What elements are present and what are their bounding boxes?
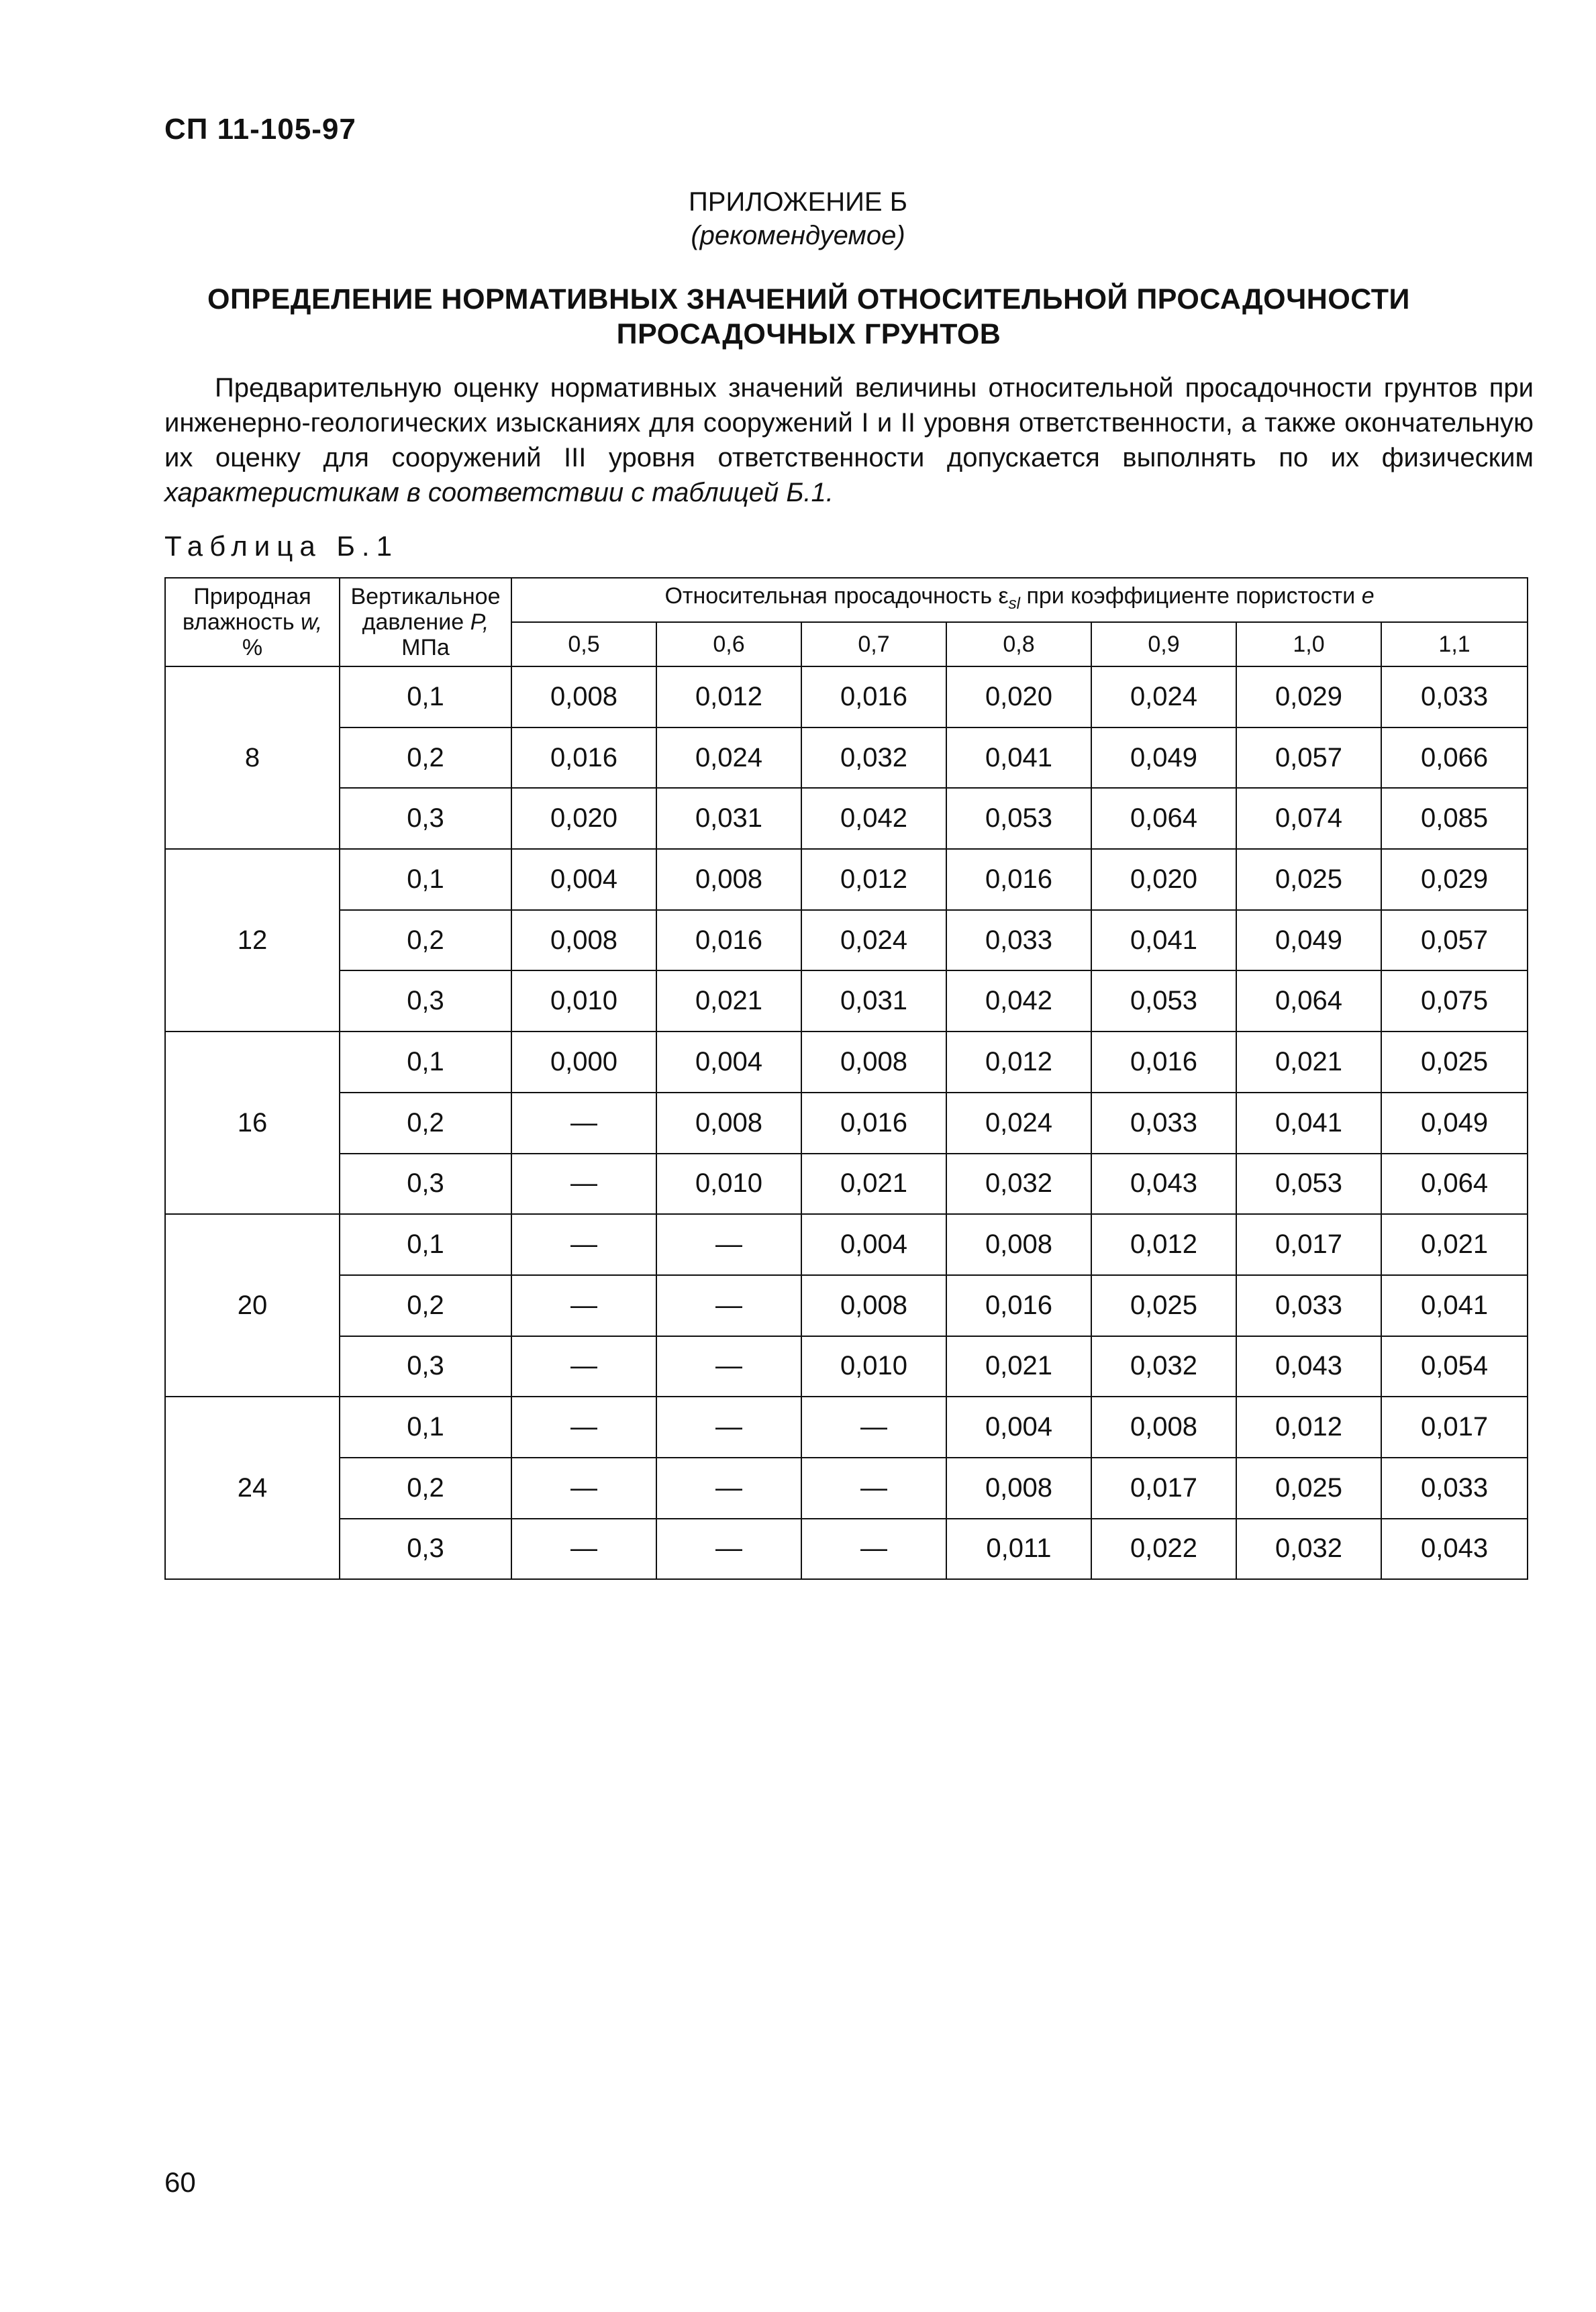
pressure-cell: 0,1 (340, 1214, 511, 1275)
header-collapsibility (511, 578, 1528, 622)
table-row (165, 970, 1528, 1032)
value-cell: 0,064 (1091, 788, 1236, 849)
porosity-header: 0,7 (801, 622, 946, 666)
value-cell: 0,049 (1236, 910, 1381, 971)
page-title (201, 282, 1416, 352)
value-cell: 0,016 (946, 849, 1091, 910)
intro-paragraph (164, 370, 1534, 510)
value-cell: 0,053 (1091, 970, 1236, 1032)
value-cell: 0,031 (801, 970, 946, 1032)
header-moisture (165, 578, 340, 666)
header-moisture-line1: Природная (193, 584, 311, 609)
value-cell: 0,016 (801, 1093, 946, 1154)
pressure-cell: 0,1 (340, 666, 511, 727)
value-cell: — (656, 1275, 801, 1336)
value-cell: 0,004 (801, 1214, 946, 1275)
value-cell: 0,032 (1236, 1519, 1381, 1580)
value-cell: — (656, 1336, 801, 1397)
value-cell: 0,033 (946, 910, 1091, 971)
value-cell: 0,064 (1236, 970, 1381, 1032)
pressure-cell: 0,2 (340, 727, 511, 789)
value-cell: 0,024 (801, 910, 946, 971)
value-cell: 0,021 (1236, 1032, 1381, 1093)
table-row (165, 910, 1528, 971)
value-cell: 0,008 (946, 1214, 1091, 1275)
moisture-cell: 24 (165, 1397, 340, 1579)
table-body (165, 666, 1528, 1579)
header-pressure-unit: МПа (401, 635, 450, 660)
collapsibility-table (164, 577, 1528, 1580)
pressure-cell: 0,1 (340, 1032, 511, 1093)
value-cell: 0,025 (1381, 1032, 1528, 1093)
value-cell: 0,008 (511, 666, 656, 727)
value-cell: 0,008 (1091, 1397, 1236, 1458)
porosity-header: 1,0 (1236, 622, 1381, 666)
title-line-1: ОПРЕДЕЛЕНИЕ НОРМАТИВНЫХ ЗНАЧЕНИЙ ОТНОСИТЕЛЬНОЙ ПРОСАДОЧНОСТИ (207, 283, 1410, 315)
value-cell: 0,024 (656, 727, 801, 789)
value-cell: 0,032 (1091, 1336, 1236, 1397)
table-row (165, 1397, 1528, 1458)
porosity-header: 0,9 (1091, 622, 1236, 666)
value-cell: 0,010 (656, 1154, 801, 1215)
value-cell: 0,025 (1091, 1275, 1236, 1336)
value-cell: 0,042 (801, 788, 946, 849)
porosity-header: 0,6 (656, 622, 801, 666)
porosity-header: 0,5 (511, 622, 656, 666)
value-cell: 0,033 (1236, 1275, 1381, 1336)
value-cell: 0,022 (1091, 1519, 1236, 1580)
value-cell: 0,043 (1091, 1154, 1236, 1215)
value-cell: 0,017 (1091, 1458, 1236, 1519)
table-row (165, 727, 1528, 789)
value-cell: 0,004 (656, 1032, 801, 1093)
value-cell: 0,016 (656, 910, 801, 971)
value-cell: — (801, 1458, 946, 1519)
appendix-heading (0, 185, 1596, 252)
pressure-cell: 0,3 (340, 970, 511, 1032)
value-cell: 0,008 (656, 849, 801, 910)
value-cell: — (511, 1519, 656, 1580)
header-moisture-var: w, (301, 609, 323, 635)
value-cell: 0,085 (1381, 788, 1528, 849)
value-cell: 0,041 (1236, 1093, 1381, 1154)
header-collapsibility-var: e (1361, 583, 1375, 609)
value-cell: 0,032 (946, 1154, 1091, 1215)
porosity-header: 0,8 (946, 622, 1091, 666)
pressure-cell: 0,2 (340, 910, 511, 971)
table-row (165, 1458, 1528, 1519)
table-row (165, 666, 1528, 727)
value-cell: 0,012 (1236, 1397, 1381, 1458)
value-cell: — (656, 1519, 801, 1580)
value-cell: 0,024 (946, 1093, 1091, 1154)
table-caption: Таблица Б.1 (164, 530, 399, 562)
value-cell: 0,033 (1381, 1458, 1528, 1519)
value-cell: 0,012 (656, 666, 801, 727)
value-cell: 0,029 (1381, 849, 1528, 910)
value-cell: 0,010 (801, 1336, 946, 1397)
value-cell: 0,016 (1091, 1032, 1236, 1093)
value-cell: 0,031 (656, 788, 801, 849)
value-cell: 0,017 (1236, 1214, 1381, 1275)
value-cell: 0,016 (511, 727, 656, 789)
value-cell: 0,011 (946, 1519, 1091, 1580)
value-cell: 0,032 (801, 727, 946, 789)
value-cell: 0,043 (1381, 1519, 1528, 1580)
value-cell: 0,020 (1091, 849, 1236, 910)
intro-italic-tail: характеристикам в соответствии с таблицей Б.1. (164, 478, 834, 507)
pressure-cell: 0,2 (340, 1458, 511, 1519)
value-cell: 0,004 (946, 1397, 1091, 1458)
value-cell: 0,025 (1236, 849, 1381, 910)
value-cell: 0,010 (511, 970, 656, 1032)
value-cell: 0,029 (1236, 666, 1381, 727)
value-cell: 0,053 (1236, 1154, 1381, 1215)
value-cell: — (511, 1336, 656, 1397)
pressure-cell: 0,3 (340, 788, 511, 849)
moisture-cell: 8 (165, 666, 340, 849)
value-cell: — (511, 1093, 656, 1154)
value-cell: 0,054 (1381, 1336, 1528, 1397)
header-pressure-var: P, (470, 609, 489, 635)
header-collapsibility-sub: sl (1008, 594, 1020, 613)
value-cell: 0,012 (946, 1032, 1091, 1093)
appendix-label: ПРИЛОЖЕНИЕ Б (689, 187, 907, 217)
pressure-cell: 0,1 (340, 849, 511, 910)
value-cell: 0,008 (511, 910, 656, 971)
value-cell: — (801, 1519, 946, 1580)
pressure-cell: 0,3 (340, 1154, 511, 1215)
header-collapsibility-prefix: Относительная просадочность ε (664, 583, 1009, 609)
pressure-cell: 0,2 (340, 1275, 511, 1336)
value-cell: — (511, 1397, 656, 1458)
header-pressure-line1: Вертикальное (350, 584, 501, 609)
title-line-2: ПРОСАДОЧНЫХ ГРУНТОВ (616, 318, 1001, 350)
header-collapsibility-middle: при коэффициенте пористости (1020, 583, 1362, 609)
value-cell: — (511, 1214, 656, 1275)
moisture-cell: 16 (165, 1032, 340, 1214)
pressure-cell: 0,2 (340, 1093, 511, 1154)
table-row (165, 1093, 1528, 1154)
value-cell: 0,066 (1381, 727, 1528, 789)
pressure-cell: 0,3 (340, 1336, 511, 1397)
value-cell: 0,008 (946, 1458, 1091, 1519)
value-cell: — (511, 1154, 656, 1215)
table-row (165, 1275, 1528, 1336)
table-row (165, 1154, 1528, 1215)
value-cell: 0,012 (1091, 1214, 1236, 1275)
value-cell: 0,008 (656, 1093, 801, 1154)
header-pressure-line2: давление (362, 609, 464, 635)
table-row (165, 1519, 1528, 1580)
value-cell: — (656, 1214, 801, 1275)
value-cell: 0,021 (946, 1336, 1091, 1397)
value-cell: 0,049 (1091, 727, 1236, 789)
value-cell: 0,049 (1381, 1093, 1528, 1154)
value-cell: 0,016 (801, 666, 946, 727)
value-cell: — (656, 1397, 801, 1458)
value-cell: 0,020 (946, 666, 1091, 727)
header-moisture-unit: % (242, 635, 263, 660)
value-cell: 0,008 (801, 1032, 946, 1093)
value-cell: 0,075 (1381, 970, 1528, 1032)
value-cell: 0,041 (1091, 910, 1236, 971)
value-cell: 0,017 (1381, 1397, 1528, 1458)
value-cell: 0,021 (1381, 1214, 1528, 1275)
value-cell: — (656, 1458, 801, 1519)
table-row (165, 1214, 1528, 1275)
value-cell: — (511, 1275, 656, 1336)
table-row (165, 788, 1528, 849)
pressure-cell: 0,3 (340, 1519, 511, 1580)
value-cell: 0,021 (801, 1154, 946, 1215)
value-cell: 0,057 (1381, 910, 1528, 971)
header-moisture-line2: влажность (182, 609, 295, 635)
porosity-header: 1,1 (1381, 622, 1528, 666)
value-cell: 0,000 (511, 1032, 656, 1093)
pressure-cell: 0,1 (340, 1397, 511, 1458)
moisture-cell: 20 (165, 1214, 340, 1397)
value-cell: 0,008 (801, 1275, 946, 1336)
value-cell: 0,004 (511, 849, 656, 910)
value-cell: 0,041 (946, 727, 1091, 789)
value-cell: 0,016 (946, 1275, 1091, 1336)
value-cell: 0,020 (511, 788, 656, 849)
header-pressure (340, 578, 511, 666)
value-cell: 0,012 (801, 849, 946, 910)
value-cell: 0,033 (1091, 1093, 1236, 1154)
table-row (165, 849, 1528, 910)
value-cell: 0,053 (946, 788, 1091, 849)
page-number: 60 (164, 2166, 196, 2198)
value-cell: 0,064 (1381, 1154, 1528, 1215)
table-row (165, 1336, 1528, 1397)
table-row (165, 1032, 1528, 1093)
value-cell: 0,041 (1381, 1275, 1528, 1336)
value-cell: 0,043 (1236, 1336, 1381, 1397)
value-cell: 0,033 (1381, 666, 1528, 727)
value-cell: 0,024 (1091, 666, 1236, 727)
value-cell: 0,057 (1236, 727, 1381, 789)
value-cell: 0,025 (1236, 1458, 1381, 1519)
value-cell: — (801, 1397, 946, 1458)
value-cell: — (511, 1458, 656, 1519)
moisture-cell: 12 (165, 849, 340, 1032)
intro-text: Предварительную оценку нормативных значений величины относительной просадочности грунтов при инженерно-геологических изысканиях для сооружений I и II уровня ответственности, а также окончательную их оценку для сооружений III уровня ответственности допускается выполнять по их физическим (164, 373, 1534, 472)
value-cell: 0,042 (946, 970, 1091, 1032)
document-code: СП 11-105-97 (164, 113, 356, 146)
value-cell: 0,074 (1236, 788, 1381, 849)
value-cell: 0,021 (656, 970, 801, 1032)
appendix-note: (рекомендуемое) (691, 221, 905, 250)
